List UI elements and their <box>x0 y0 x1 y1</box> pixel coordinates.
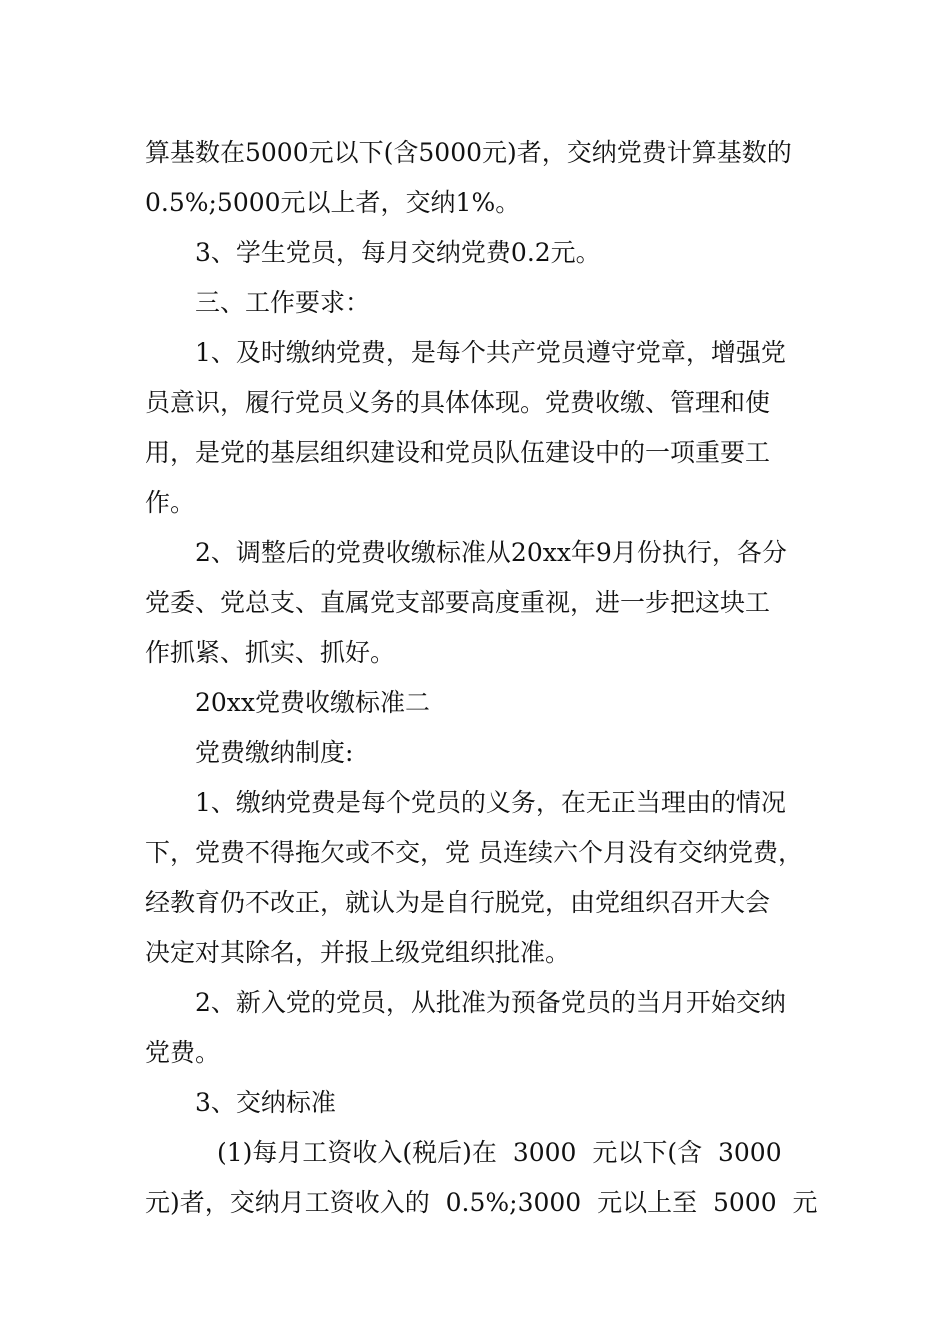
section-heading-standard-two: 20xx党费收缴标准二 <box>195 688 431 717</box>
section-heading-standard: 3、交纳标准 <box>195 1088 336 1117</box>
text-line-14: 1、缴纳党费是每个党员的义务，在无正当理由的情况 <box>195 788 786 817</box>
text-line-3: 3、学生党员，每月交纳党费0.2元。 <box>195 238 601 267</box>
text-line-10: 党委、党总支、直属党支部要高度重视，进一步把这块工 <box>145 588 771 617</box>
section-heading-payment-system: 党费缴纳制度: <box>195 738 354 767</box>
text-line-16: 经教育仍不改正，就认为是自行脱党，由党组织召开大会 <box>145 888 771 917</box>
text-line-11: 作抓紧、抓实、抓好。 <box>145 638 396 667</box>
text-line-19: 党费。 <box>145 1038 221 1067</box>
section-heading-requirements: 三、工作要求： <box>195 288 371 317</box>
document-body <box>145 128 818 1228</box>
text-line-15: 下，党费不得拖欠或不交，党 员连续六个月没有交纳党费， <box>145 838 803 867</box>
text-line-1: 算基数在5000元以下(含5000元)者，交纳党费计算基数的 <box>145 138 792 167</box>
text-line-5: 1、及时缴纳党费，是每个共产党员遵守党章，增强党 <box>195 338 786 367</box>
text-line-6: 员意识，履行党员义务的具体体现。党费收缴、管理和使 <box>145 388 771 417</box>
text-line-8: 作。 <box>145 488 196 517</box>
text-line-2: 0.5%;5000元以上者，交纳1%。 <box>145 188 521 217</box>
text-line-21: (1)每月工资收入(税后)在 3000 元以下(含 3000 <box>217 1138 782 1167</box>
text-line-17: 决定对其除名，并报上级党组织批准。 <box>145 938 571 967</box>
text-line-7: 用，是党的基层组织建设和党员队伍建设中的一项重要工 <box>145 438 771 467</box>
text-line-22: 元)者，交纳月工资收入的 0.5%;3000 元以上至 5000 元 <box>145 1188 818 1217</box>
text-line-18: 2、新入党的党员，从批准为预备党员的当月开始交纳 <box>195 988 786 1017</box>
text-line-9: 2、调整后的党费收缴标准从20xx年9月份执行，各分 <box>195 538 787 567</box>
